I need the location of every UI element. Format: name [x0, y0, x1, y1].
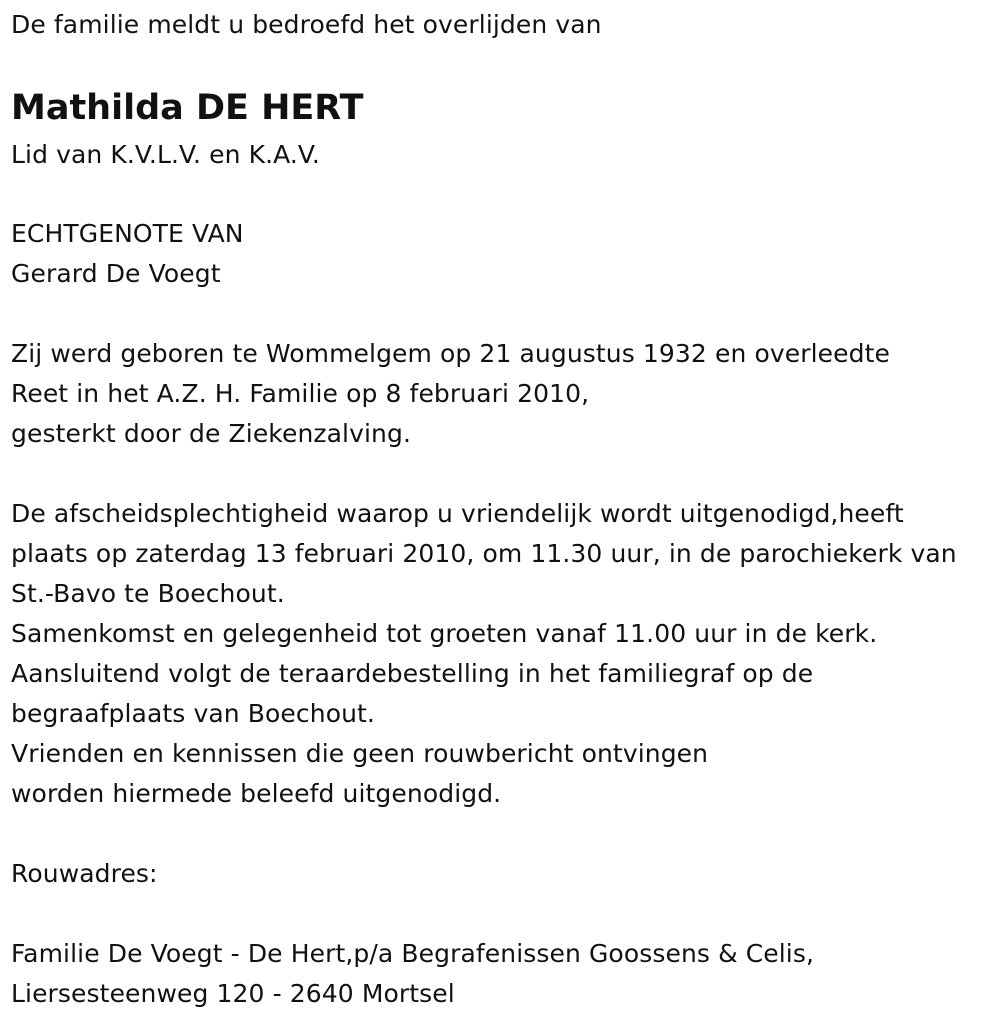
spouse-name: Gerard De Voegt — [11, 259, 221, 288]
deceased-name: Mathilda DE HERT — [11, 88, 364, 128]
ceremony-line: Samenkomst en gelegenheid tot groeten vanaf 11.00 uur in de kerk. — [11, 619, 878, 648]
spouse-heading: ECHTGENOTE VAN — [11, 219, 244, 248]
ceremony-line: worden hiermede beleefd uitgenodigd. — [11, 779, 502, 808]
ceremony-line: De afscheidsplechtigheid waarop u vriendelijk wordt uitgenodigd,heeft — [11, 499, 904, 528]
address-line: Liersesteenweg 120 - 2640 Mortsel — [11, 979, 455, 1008]
ceremony-line: St.-Bavo te Boechout. — [11, 579, 285, 608]
ceremony-line: plaats op zaterdag 13 februari 2010, om 11.30 uur, in de parochiekerk van — [11, 539, 957, 568]
ceremony-line: begraafplaats van Boechout. — [11, 699, 375, 728]
biography-line: Zij werd geboren te Wommelgem op 21 augustus 1932 en overleedte — [11, 339, 890, 368]
intro-text: De familie meldt u bedroefd het overlijden van — [11, 10, 602, 39]
ceremony-line: Vrienden en kennissen die geen rouwbericht ontvingen — [11, 739, 709, 768]
biography-line: gesterkt door de Ziekenzalving. — [11, 419, 411, 448]
address-label: Rouwadres: — [11, 859, 158, 888]
membership-text: Lid van K.V.L.V. en K.A.V. — [11, 140, 320, 169]
ceremony-line: Aansluitend volgt de teraardebestelling in het familiegraf op de — [11, 659, 814, 688]
address-line: Familie De Voegt - De Hert,p/a Begrafenissen Goossens & Celis, — [11, 939, 815, 968]
biography-line: Reet in het A.Z. H. Familie op 8 februari 2010, — [11, 379, 590, 408]
